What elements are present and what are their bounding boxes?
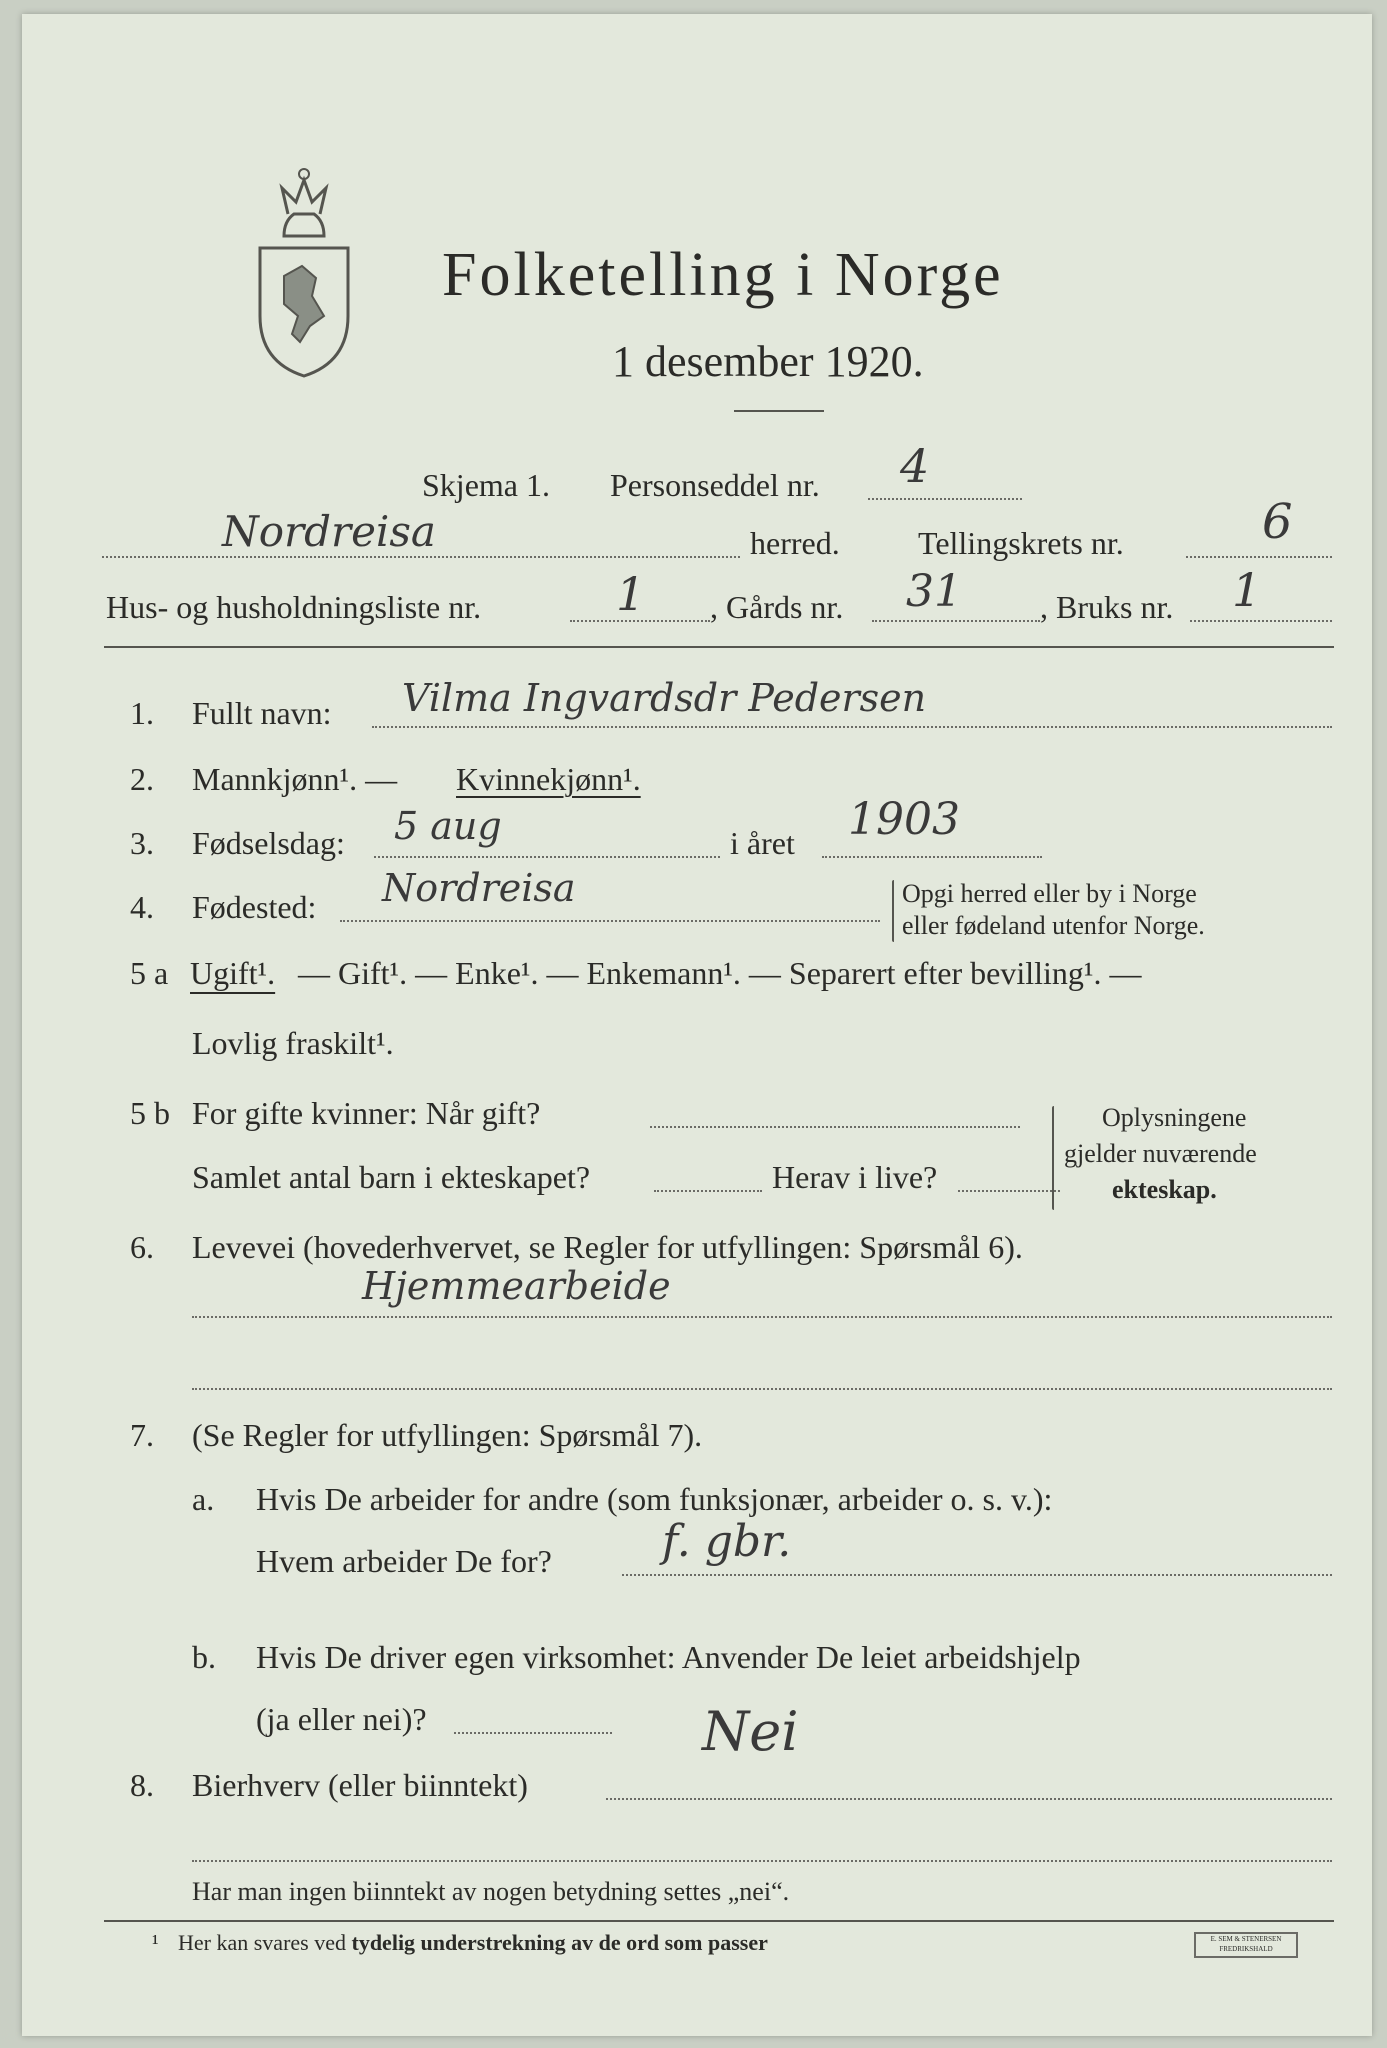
q5a-fraskilt-option[interactable]: Lovlig fraskilt¹. [192,1025,394,1061]
footer-note: Har man ingen biinntekt av nogen betydning settes „nei“. [192,1877,790,1906]
q7a-line [622,1574,1332,1576]
q5b-number: 5 b [130,1095,170,1131]
bruks-label: , Bruks nr. [1040,589,1174,625]
q6-line2[interactable] [192,1388,1332,1390]
q7a-line1: Hvis De arbeider for andre (som funksjonær, arbeider o. s. v.): [256,1481,1053,1517]
q7-label: (Se Regler for utfyllingen: Spørsmål 7). [192,1417,703,1453]
herred-line [102,556,740,558]
q8-number: 8. [130,1767,154,1803]
q2-male-option[interactable]: Mannkjønn¹. — [192,761,398,797]
personseddel-value[interactable]: 4 [900,439,930,493]
q3-day-line [374,856,720,858]
gards-label: , Gårds nr. [710,589,844,625]
q7b-letter: b. [192,1639,216,1675]
q5b-note-line1: Oplysningene [1102,1103,1247,1132]
q2-female-option-selected[interactable]: Kvinnekjønn¹. [456,761,641,797]
bruks-value[interactable]: 1 [1232,563,1262,617]
printer-stamp: E. SEM & STENERSEN FREDRIKSHALD [1194,1932,1298,1958]
q5b-alive-label: Herav i live? [772,1159,938,1195]
q1-line [372,726,1332,728]
q5b-alive-line[interactable] [958,1190,1060,1192]
form-title: Folketelling i Norge [442,241,1004,309]
q6-line1 [192,1316,1332,1318]
q5b-married-when-line[interactable] [650,1126,1020,1128]
q4-label: Fødested: [192,889,317,925]
q7b-yesno-label: (ja eller nei)? [256,1701,427,1737]
q5b-note-line3: ekteskap. [1112,1175,1217,1204]
occupation-value[interactable]: Hjemmearbeide [362,1264,671,1308]
q1-label: Fullt navn: [192,695,332,731]
gards-line [872,620,1040,622]
q7a-letter: a. [192,1481,215,1517]
husliste-value[interactable]: 1 [616,567,646,621]
q5b-married-when-label: For gifte kvinner: Når gift? [192,1095,541,1131]
q2-number: 2. [130,761,154,797]
q5a-number: 5 a [130,955,169,991]
employer-value[interactable]: f. gbr. [662,1516,792,1567]
q5a-other-options[interactable]: — Gift¹. — Enke¹. — Enkemann¹. — Separert efter bevilling¹. — [298,955,1142,991]
norway-coat-of-arms-icon [254,166,354,378]
tellingskrets-label: Tellingskrets nr. [918,525,1124,561]
birthday-value[interactable]: 5 aug [394,804,502,848]
q3-year-label: i året [730,825,795,861]
bruks-line [1190,620,1332,622]
footnote-plain: Her kan svares ved [178,1930,346,1955]
q4-note-line1: Opgi herred eller by i Norge [902,879,1197,908]
q4-note-line2: eller fødeland utenfor Norge. [902,911,1205,940]
q5b-note-brace [1052,1106,1054,1210]
full-name-value[interactable]: Vilma Ingvardsdr Pedersen [402,676,927,720]
footnote-text [178,1930,768,1956]
birth-year-value[interactable]: 1903 [848,794,960,845]
header-rule [104,646,1334,648]
birthplace-value[interactable]: Nordreisa [382,866,576,910]
q3-label: Fødselsdag: [192,825,345,861]
personseddel-line [868,498,1022,500]
q5b-children-label: Samlet antal barn i ekteskapet? [192,1159,591,1195]
q6-number: 6. [130,1229,154,1265]
skjema-label: Skjema 1. [422,467,550,503]
tellingskrets-value[interactable]: 6 [1262,494,1293,550]
q4-number: 4. [130,889,154,925]
q4-line [340,920,880,922]
q7b-line [454,1732,612,1734]
census-form [22,14,1372,2036]
gards-value[interactable]: 31 [906,566,962,617]
q4-note-brace [892,880,894,942]
q5b-children-line[interactable] [654,1190,762,1192]
q3-year-line [822,856,1042,858]
q8-line2[interactable] [192,1860,1332,1862]
q6-label: Levevei (hovederhvervet, se Regler for utfyllingen: Spørsmål 6). [192,1229,1023,1265]
q5b-note-line2: gjelder nuværende [1064,1139,1257,1168]
tellingskrets-line [1186,556,1332,558]
form-date: 1 desember 1920. [612,337,924,386]
q3-number: 3. [130,825,154,861]
hired-help-value[interactable]: Nei [702,1700,799,1763]
q5a-ugift-option-selected[interactable]: Ugift¹. [190,955,276,991]
q7-number: 7. [130,1417,154,1453]
herred-value[interactable]: Nordreisa [222,507,436,556]
q8-line1[interactable] [606,1798,1332,1800]
title-divider [734,410,824,412]
personseddel-label: Personseddel nr. [610,467,820,503]
q1-number: 1. [130,695,154,731]
q8-label: Bierhverv (eller biinntekt) [192,1767,528,1803]
footer-rule [104,1920,1334,1922]
footnote-mark: ¹ [152,1930,159,1955]
husliste-label: Hus- og husholdningsliste nr. [106,589,482,625]
herred-label: herred. [750,525,840,561]
q7b-line1: Hvis De driver egen virksomhet: Anvender De leiet arbeidshjelp [256,1639,1081,1675]
footnote-bold: tydelig understrekning av de ord som passer [351,1930,768,1955]
q7a-who-label: Hvem arbeider De for? [256,1543,552,1579]
